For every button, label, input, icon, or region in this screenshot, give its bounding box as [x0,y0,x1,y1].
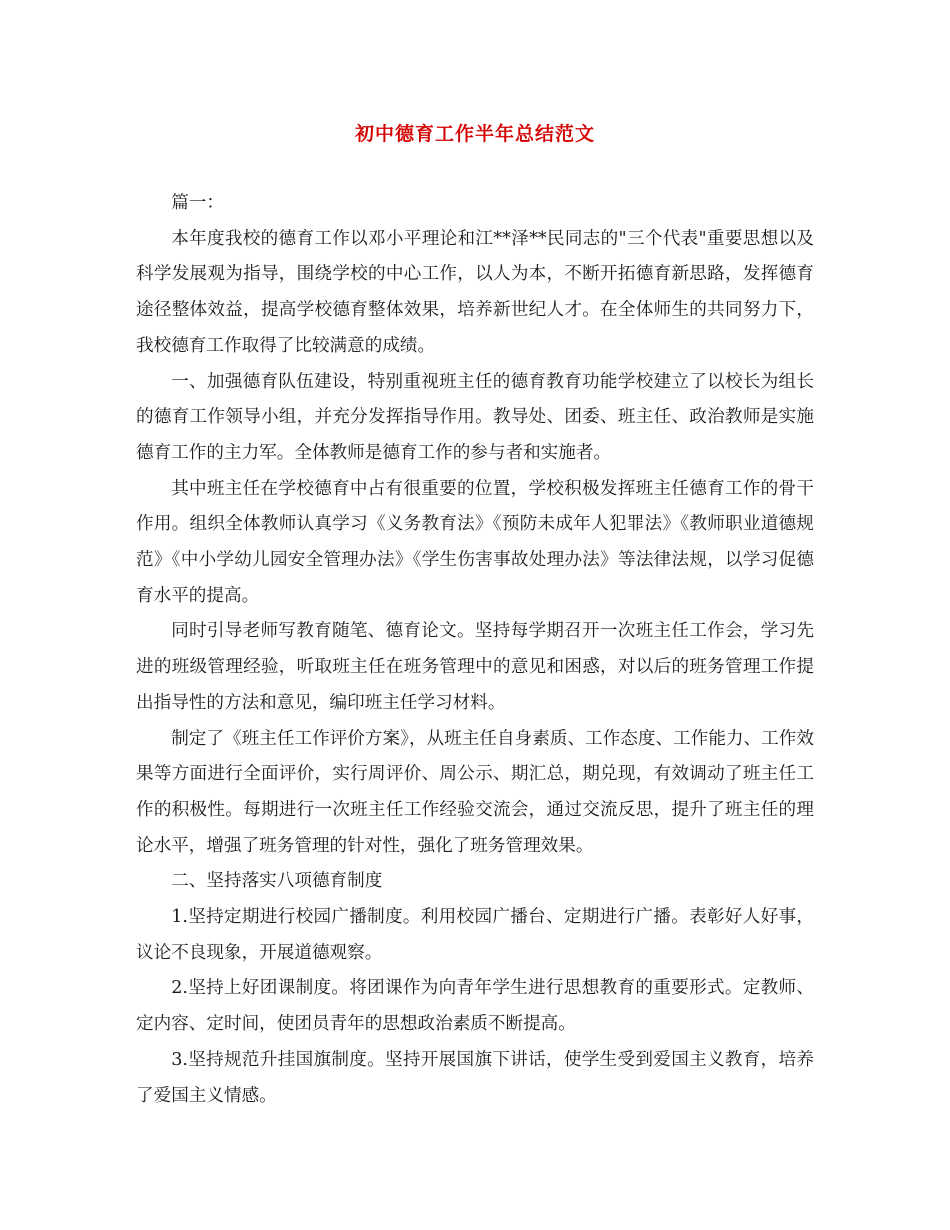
paragraph-item-3: 3.坚持规范升挂国旗制度。坚持开展国旗下讲话，使学生受到爱国主义教育，培养了爱国主义情感。 [136,1049,814,1106]
paragraph-team-building: 一、加强德育队伍建设，特别重视班主任的德育教育功能学校建立了以校长为组长的德育工作领导小组，并充分发挥指导作用。教导处、团委、班主任、政治教师是实施德育工作的主力军。全体教师是德育工作的参与者和实施者。 [136,371,814,463]
paragraph-section-label: 篇一： [171,193,224,213]
document-title: 初中德育工作半年总结范文 [354,123,595,145]
paragraph-intro: 本年度我校的德育工作以邓小平理论和江**泽**民同志的"三个代表"重要思想以及科学发展观为指导，围绕学校的中心工作，以人为本，不断开拓德育新思路，发挥德育途径整体效益，提高学校德育整体效果，培养新世纪人才。在全体师生的共同努力下，我校德育工作取得了比较满意的成绩。 [136,228,814,356]
paragraph-item-1: 1.坚持定期进行校园广播制度。利用校园广播台、定期进行广播。表彰好人好事，议论不良现象，开展道德观察。 [136,907,814,963]
paragraph-head-teacher-role: 其中班主任在学校德育中占有很重要的位置，学校积极发挥班主任德育工作的骨干作用。组织全体教师认真学习《义务教育法》《预防未成年人犯罪法》《教师职业道德规范》《中小学幼儿园安全管理办法》《学生伤害事故处理办法》等法律法规，以学习促德育水平的提高。 [136,478,814,606]
paragraph-item-2: 2.坚持上好团课制度。将团课作为向青年学生进行思想教育的重要形式。定教师、定内容、定时间，使团员青年的思想政治素质不断提高。 [136,978,814,1035]
document-body [136,186,814,1114]
paragraph-heading-eight-systems: 二、坚持落实八项德育制度 [171,871,383,892]
paragraph-teacher-guidance: 同时引导老师写教育随笔、德育论文。坚持每学期召开一次班主任工作会，学习先进的班级管理经验，听取班主任在班务管理中的意见和困惑，对以后的班务管理工作提出指导性的方法和意见，编印班主任学习材料。 [136,621,814,713]
paragraph-evaluation-scheme: 制定了《班主任工作评价方案》，从班主任自身素质、工作态度、工作能力、工作效果等方面进行全面评价，实行周评价、周公示、期汇总，期兑现，有效调动了班主任工作的积极性。每期进行一次班主任工作经验交流会，通过交流反思，提升了班主任的理论水平，增强了班务管理的针对性，强化了班务管理效果。 [136,728,814,856]
